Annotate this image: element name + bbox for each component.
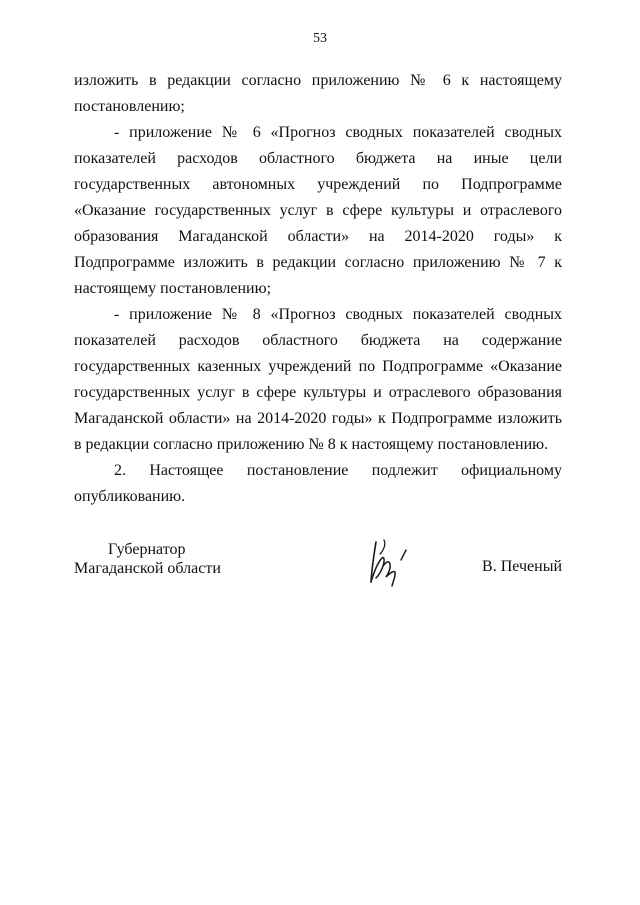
signatory-title <box>74 540 221 578</box>
paragraph-2: - приложение № 6 «Прогноз сводных показателей сводных показателей расходов областного бюджета на иные цели государственных автономных учреждений по Подпрограмме «Оказание государственных услуг в сфере культуры и отраслевого образования Магаданской области» на 2014-2020 годы» к Подпрограмме изложить в редакции согласно приложению № 7 к настоящему постановлению; <box>74 124 562 297</box>
signature-block <box>74 540 562 600</box>
signatory-title-line1: Губернатор <box>108 541 186 558</box>
paragraph-3: - приложение № 8 «Прогноз сводных показателей сводных показателей расходов областного бюджета на содержание государственных казенных учреждений по Подпрограмме «Оказание государственных услуг в сфере культуры и отраслевого образования Магаданской области» на 2014-2020 годы» к Подпрограмме изложить в редакции согласно приложению № 8 к настоящему постановлению. <box>74 306 562 453</box>
signatory-name: В. Печеный <box>482 558 562 575</box>
page-number: 53 <box>313 31 327 46</box>
handwritten-signature <box>366 536 414 588</box>
paragraph-4: 2. Настоящее постановление подлежит официальному опубликованию. <box>74 462 562 505</box>
document-body <box>74 68 562 510</box>
signatory-title-line2: Магаданской области <box>74 560 221 577</box>
paragraph-1: изложить в редакции согласно приложению № 6 к настоящему постановлению; <box>74 72 562 115</box>
